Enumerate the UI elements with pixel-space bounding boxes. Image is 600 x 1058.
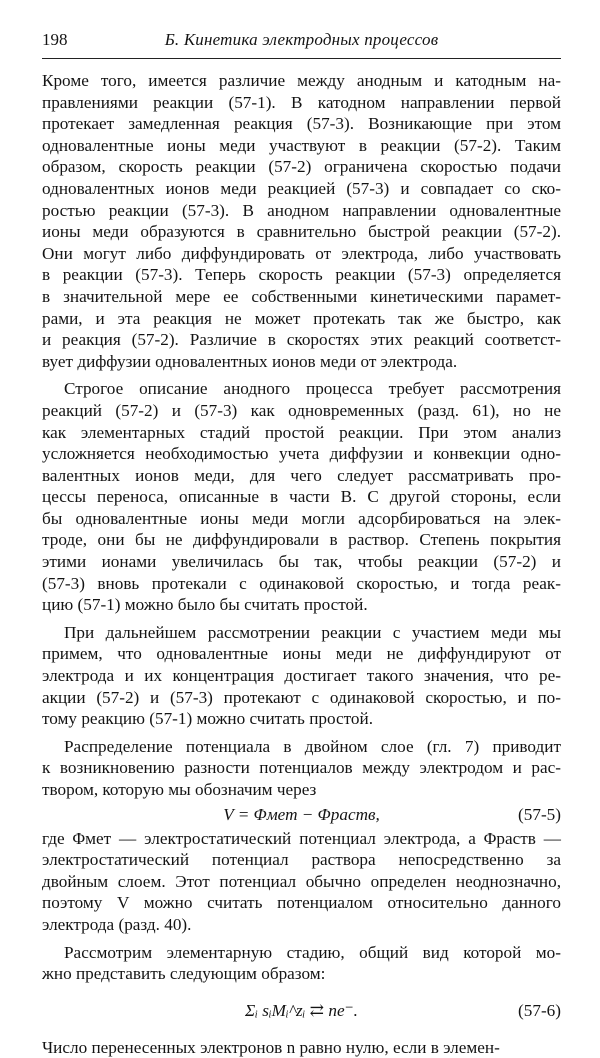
text-line: Кроме того, имеется различие между анодным и катодным на- [42, 71, 561, 90]
equation-number: (57-5) [518, 804, 561, 824]
page-number: 198 [42, 30, 68, 49]
paragraph [42, 378, 561, 616]
paragraph-before-equation [42, 942, 561, 985]
text-line: Они могут либо диффундировать от электрода, либо участвовать [42, 243, 561, 263]
equation-57-5 [42, 801, 561, 828]
equation-body: Σᵢ sᵢMᵢ^zᵢ ⇄ ne⁻. [245, 1000, 358, 1020]
text-line: электрода (разд. 40). [42, 914, 192, 934]
text-line: валентных ионов меди, для чего следует рассматривать про- [42, 465, 561, 485]
text-line: протекает замедленная реакция (57-3). Возникающие при этом [42, 114, 561, 134]
final-line: Число перенесенных электронов n равно нулю, если в элемен- [42, 1037, 500, 1057]
paragraphs [42, 70, 561, 801]
text-line: и реакция (57-2). Различие в скоростях этих реакций соответст- [42, 330, 561, 350]
text-line: тому реакцию (57-1) можно считать простой. [42, 709, 374, 729]
text-line: Распределение потенциала в двойном слое (гл. 7) приводит [64, 736, 561, 756]
equation-body: V = Φмет − Φраств, [223, 804, 380, 824]
text-line: Строгое описание анодного процесса требует рассмотрения [64, 379, 561, 399]
text-line: рами, и эта реакция не может протекать так же быстро, как [42, 308, 561, 328]
text-line: При дальнейшем рассмотрении реакции с участием меди мы [64, 622, 561, 642]
text-line: жно представить следующим образом: [42, 964, 326, 984]
text-line: одновалентные ионы меди участвуют в реакции (57-2). Таким [42, 135, 561, 155]
text-line: усложняется необходимостью учета диффузии и конвекции одно- [42, 444, 561, 464]
text-line: правлениями реакции (57-1). В катодном направлении первой [42, 92, 561, 112]
body-text [42, 70, 561, 1058]
text-line: реакций (57-2) и (57-3) как одновременных (разд. 61), но не [42, 400, 561, 420]
text-line: акции (57-2) и (57-3) протекают с одинаковой скоростью, и по- [42, 687, 561, 707]
text-line: (57-3) вновь протекали с одинаковой скоростью, и тогда реак- [42, 573, 561, 593]
text-line: ростью реакции (57-3). В анодном направлении одновалентные [42, 200, 561, 220]
text-line: ионы меди образуются в сравнительно быстрой реакции (57-2). [42, 222, 561, 242]
text-line: твором, которую мы обозначим через [42, 780, 317, 799]
text-line: одновалентных ионов меди реакцией (57-3) и совпадает со ско- [42, 178, 561, 198]
page-header [42, 30, 561, 54]
text-line: бы одновалентные ионы меди могли адсорбироваться на элек- [42, 508, 561, 528]
text-line: примем, что одновалентные ионы меди не диффундируют от [42, 644, 561, 664]
paragraph-after-equation [42, 828, 561, 936]
text-line: к возникновению разности потенциалов между электродом и рас- [42, 758, 561, 778]
running-title: Б. Кинетика электродных процессов [164, 30, 439, 49]
text-line: вует диффузии одновалентных ионов меди от электрода. [42, 351, 458, 371]
text-line: троде, они бы не диффундировали в раствор. Степень покрытия [42, 530, 561, 550]
text-line: в значительной мере ее собственными кинетическими парамет- [42, 286, 561, 306]
text-line: двойным слоем. Этот потенциал обычно определен неоднозначно, [42, 871, 561, 891]
text-line: Рассмотрим элементарную стадию, общий вид которой мо- [64, 942, 561, 962]
header-rule [42, 58, 561, 59]
text-line: образом, скорость реакции (57-2) ограничена скоростью подачи [42, 157, 561, 177]
text-line: электростатический потенциал раствора непосредственно за [42, 850, 561, 870]
paragraph [42, 736, 561, 801]
text-line: цию (57-1) можно было бы считать простой. [42, 595, 368, 615]
text-line: где Φмет — электростатический потенциал электрода, а Φраств — [42, 828, 561, 848]
paragraph [42, 622, 561, 730]
text-line: электрода и их концентрация достигает такого значения, что ре- [42, 666, 561, 686]
equation-57-6 [42, 985, 561, 1037]
text-line: цессы переноса, описанные в части В. С другой стороны, если [42, 487, 561, 507]
text-line: поэтому V можно считать потенциалом относительно данного [42, 893, 561, 913]
equation-number: (57-6) [518, 1000, 561, 1020]
text-line: как элементарных стадий простой реакции. При этом анализ [42, 422, 561, 442]
text-line: в реакции (57-3). Теперь скорость реакции (57-3) определяется [42, 265, 561, 285]
paragraph [42, 70, 561, 372]
text-line: этими ионами увеличилась бы так, чтобы реакции (57-2) и [42, 552, 561, 572]
